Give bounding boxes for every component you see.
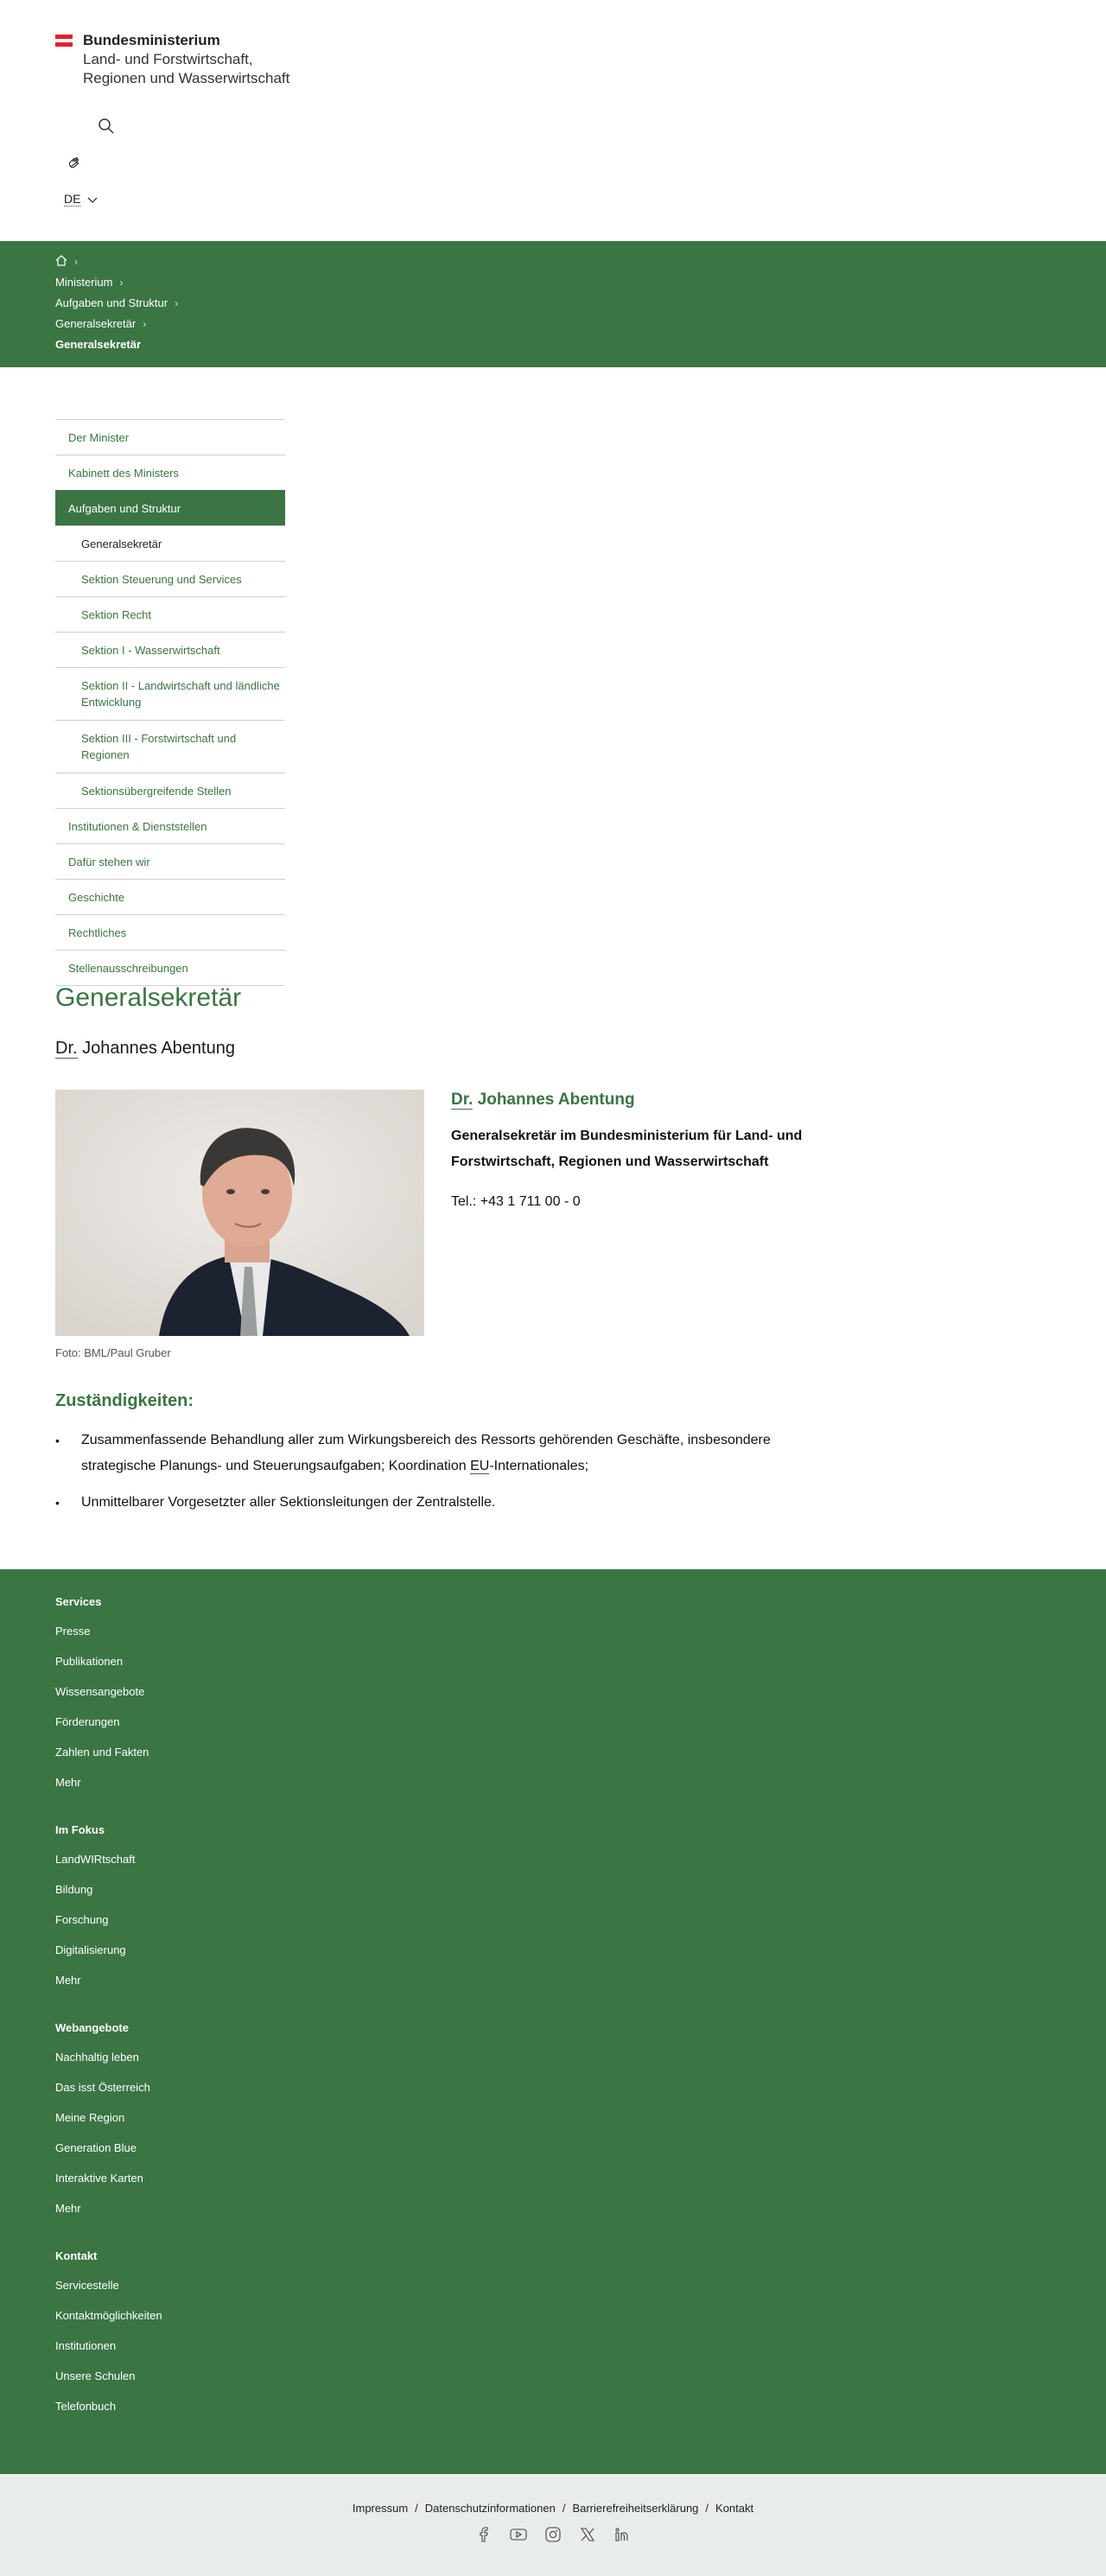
sidenav-item-kabinett[interactable]: Kabinett des Ministers	[55, 455, 285, 490]
footer-link[interactable]: Meine Region	[55, 2111, 125, 2124]
site-footer	[0, 1569, 1106, 2474]
footer-heading-webangebote: Webangebote	[55, 2021, 129, 2034]
title-abbreviation: Dr.	[451, 1091, 474, 1109]
footer-link[interactable]: Forschung	[55, 1913, 109, 1926]
sidenav-item-sektion-recht[interactable]: Sektion Recht	[55, 596, 285, 632]
logo-line-2: Land- und Forstwirtschaft,	[83, 51, 253, 67]
sidenav-item-rechtliches[interactable]: Rechtliches	[55, 914, 285, 950]
logo-line-3: Regionen und Wasserwirtschaft	[83, 70, 290, 86]
footer-link[interactable]: Bildung	[55, 1883, 93, 1896]
sidenav-item-der-minister[interactable]: Der Minister	[55, 419, 285, 455]
sidenav-item-generalsekretaer[interactable]: Generalsekretär	[55, 525, 285, 561]
legal-bar	[0, 2474, 1106, 2576]
search-icon[interactable]	[98, 118, 115, 139]
separator: /	[705, 2502, 709, 2515]
linkedin-icon[interactable]	[613, 2526, 631, 2543]
datenschutz-link[interactable]: Datenschutzinformationen	[424, 2502, 556, 2515]
sign-language-icon[interactable]	[66, 155, 83, 176]
footer-link[interactable]: Generation Blue	[55, 2141, 137, 2154]
footer-link[interactable]: Das isst Österreich	[55, 2081, 150, 2094]
breadcrumb-item[interactable]	[55, 296, 178, 309]
sidenav-item-sektionsuebergreifend[interactable]: Sektionsübergreifende Stellen	[55, 773, 285, 808]
footer-link[interactable]: Förderungen	[55, 1715, 120, 1728]
list-item: • Unmittelbarer Vorgesetzter aller Sektionsleitungen der Zentralstelle.	[55, 1490, 798, 1516]
title-abbreviation: Dr.	[55, 1039, 78, 1058]
sidenav-item-geschichte[interactable]: Geschichte	[55, 879, 285, 914]
footer-link[interactable]: Mehr	[55, 1974, 81, 1987]
breadcrumb-item[interactable]	[55, 317, 146, 330]
chevron-right-icon: ›	[175, 296, 179, 309]
chevron-right-icon: ›	[74, 256, 78, 268]
person-name: Johannes Abentung	[82, 1039, 235, 1058]
breadcrumb-home[interactable]	[55, 255, 78, 269]
breadcrumb-item[interactable]	[55, 276, 123, 289]
footer-link[interactable]: Wissensangebote	[55, 1685, 145, 1698]
instagram-icon[interactable]	[544, 2526, 562, 2543]
footer-link[interactable]: Nachhaltig leben	[55, 2051, 139, 2064]
footer-link[interactable]: Zahlen und Fakten	[55, 1746, 149, 1759]
photo-caption: Foto: BML/Paul Gruber	[55, 1346, 171, 1359]
kontakt-link[interactable]: Kontakt	[715, 2502, 754, 2515]
sidenav-item-dafuer[interactable]: Dafür stehen wir	[55, 843, 285, 879]
contact-role: Generalsekretär im Bundesministerium für Land- und Forstwirtschaft, Regionen und Wasserwirtschaft	[451, 1129, 803, 1169]
footer-link[interactable]: Interaktive Karten	[55, 2172, 143, 2185]
sidenav-item-aufgaben[interactable]: Aufgaben und Struktur	[55, 490, 285, 525]
footer-heading-kontakt: Kontakt	[55, 2249, 98, 2262]
eu-abbreviation: EU	[470, 1459, 490, 1473]
sidenav-item-sektion-1[interactable]: Sektion I - Wasserwirtschaft	[55, 632, 285, 667]
portrait-photo	[55, 1090, 424, 1336]
chevron-down-icon	[87, 193, 98, 207]
footer-link[interactable]: Servicestelle	[55, 2279, 119, 2292]
footer-heading-services: Services	[55, 1595, 102, 1608]
youtube-icon[interactable]	[510, 2526, 527, 2543]
language-code: DE	[64, 192, 81, 206]
sidenav-item-institutionen[interactable]: Institutionen & Dienststellen	[55, 808, 285, 843]
footer-link[interactable]: Institutionen	[55, 2339, 117, 2352]
social-links	[0, 2526, 1106, 2543]
facebook-icon[interactable]	[475, 2526, 493, 2543]
sidenav-item-sektion-3[interactable]: Sektion III - Forstwirtschaft und Regionen	[55, 720, 285, 773]
breadcrumb	[0, 241, 1106, 367]
list-item-text: Zusammenfassende Behandlung aller zum Wirkungsbereich des Ressorts gehörenden Geschäfte, insbesondere strategische Planungs- und Steuerungsaufgaben; Koordination	[81, 1433, 771, 1473]
barrierefreiheit-link[interactable]: Barrierefreiheitserklärung	[572, 2502, 699, 2515]
footer-link[interactable]: Mehr	[55, 2202, 81, 2215]
footer-link[interactable]: Presse	[55, 1625, 91, 1638]
breadcrumb-label[interactable]: Generalsekretär	[55, 317, 137, 330]
side-navigation	[55, 419, 285, 986]
separator: /	[562, 2502, 566, 2515]
contact-name	[451, 1091, 814, 1110]
breadcrumb-label[interactable]: Ministerium	[55, 276, 113, 289]
contact-card	[451, 1091, 814, 1210]
breadcrumb-current: Generalsekretär	[55, 338, 142, 351]
contact-name-text: Johannes Abentung	[477, 1091, 635, 1109]
person-heading	[55, 1039, 235, 1059]
x-icon[interactable]	[579, 2526, 596, 2543]
language-selector[interactable]	[64, 192, 98, 207]
footer-link[interactable]: LandWIRtschaft	[55, 1853, 136, 1866]
chevron-right-icon: ›	[143, 317, 147, 330]
legal-links	[0, 2502, 1106, 2515]
logo-text	[83, 31, 289, 88]
separator: /	[415, 2502, 418, 2515]
sidenav-item-sektion-2[interactable]: Sektion II - Landwirtschaft und ländliche Entwicklung	[55, 667, 285, 720]
footer-link[interactable]: Unsere Schulen	[55, 2369, 136, 2382]
footer-link[interactable]: Digitalisierung	[55, 1943, 126, 1956]
contact-phone: Tel.: +43 1 711 00 - 0	[451, 1194, 581, 1209]
footer-link[interactable]: Mehr	[55, 1776, 81, 1789]
page-title: Generalsekretär	[55, 983, 242, 1012]
responsibilities-list	[55, 1428, 798, 1526]
chevron-right-icon: ›	[119, 276, 124, 289]
responsibilities-heading: Zuständigkeiten:	[55, 1391, 194, 1410]
ministry-logo[interactable]	[55, 31, 289, 88]
list-item	[55, 1428, 798, 1479]
home-icon[interactable]	[55, 255, 67, 269]
breadcrumb-label[interactable]: Aufgaben und Struktur	[55, 296, 168, 309]
sidenav-item-sektion-steuerung[interactable]: Sektion Steuerung und Services	[55, 561, 285, 596]
impressum-link[interactable]: Impressum	[352, 2502, 409, 2515]
list-item-text: -Internationales;	[489, 1459, 589, 1473]
footer-link[interactable]: Publikationen	[55, 1655, 124, 1668]
footer-heading-fokus: Im Fokus	[55, 1823, 105, 1836]
sidenav-item-stellen[interactable]: Stellenausschreibungen	[55, 950, 285, 985]
footer-link[interactable]: Telefonbuch	[55, 2400, 117, 2413]
footer-link[interactable]: Kontaktmöglichkeiten	[55, 2309, 162, 2322]
austria-flag-icon	[55, 35, 73, 47]
logo-line-1: Bundesministerium	[83, 32, 220, 48]
site-header	[0, 0, 1106, 241]
